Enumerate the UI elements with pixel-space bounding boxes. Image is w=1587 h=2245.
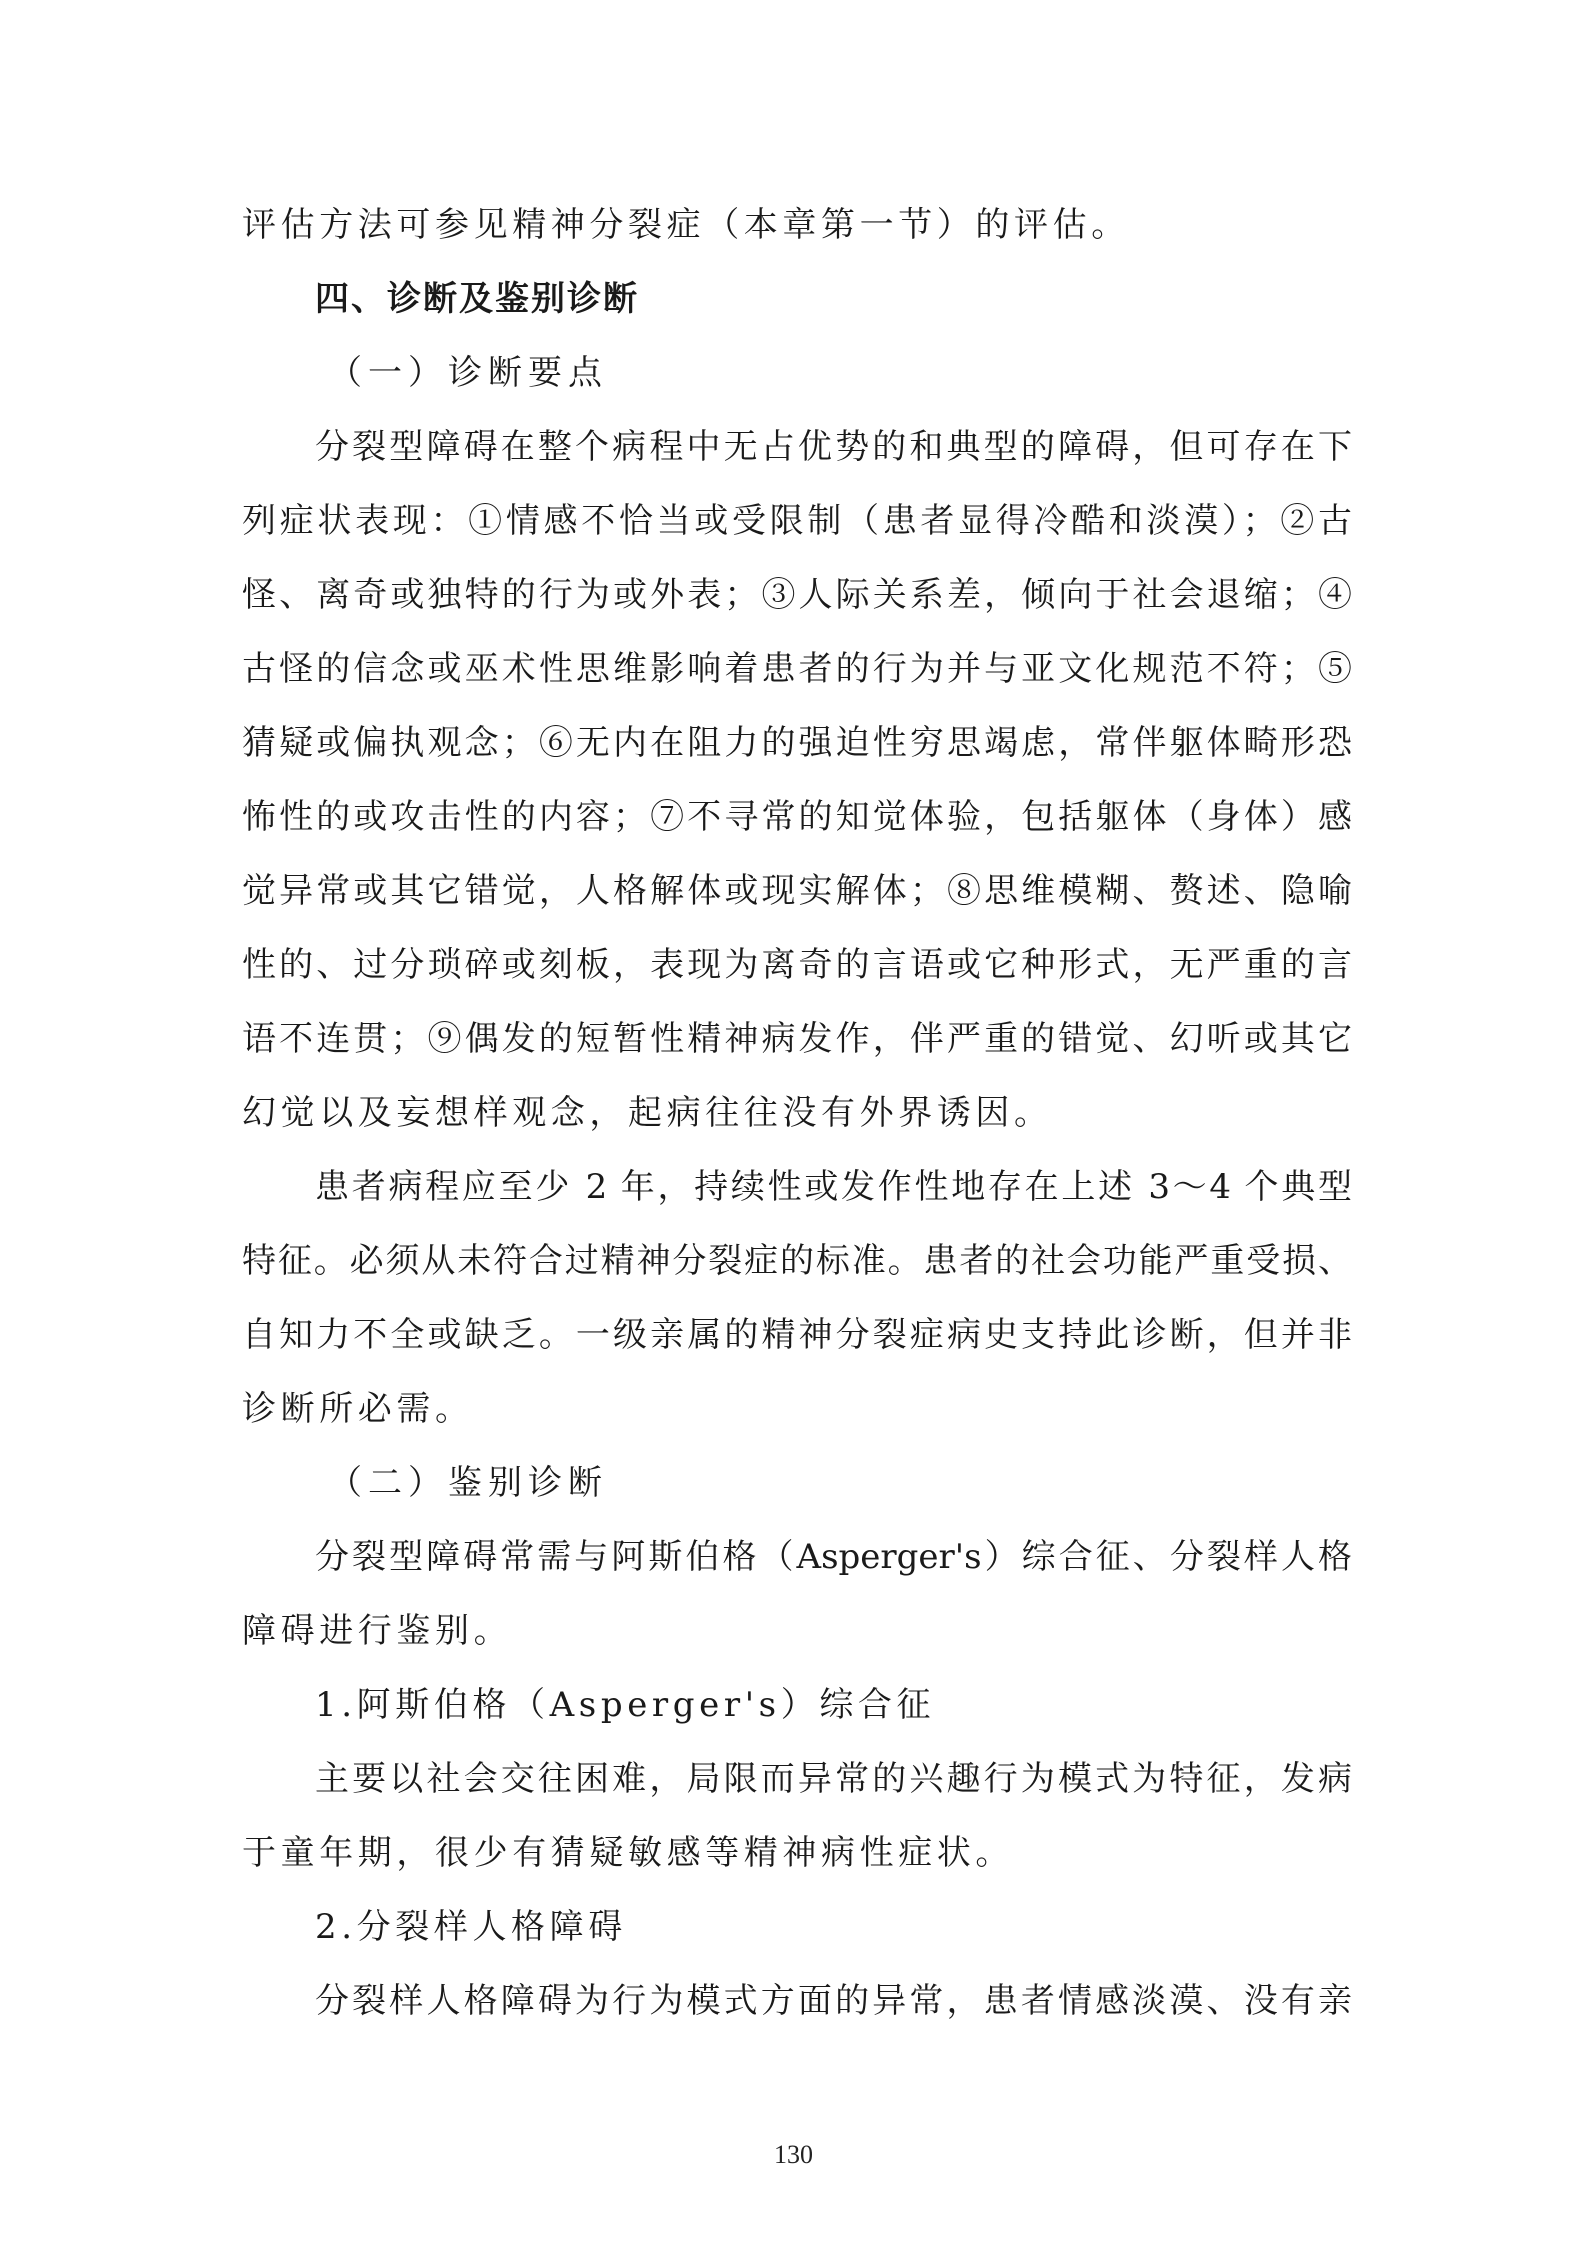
text-line: 特征。必须从未符合过精神分裂症的标准。患者的社会功能严重受损、 bbox=[242, 1241, 1352, 1281]
text-line: 语不连贯；⑨偶发的短暂性精神病发作，伴严重的错觉、幻听或其它 bbox=[242, 1019, 1352, 1059]
text-line: （一）诊断要点 bbox=[328, 353, 608, 393]
text-line: 分裂型障碍常需与阿斯伯格（Asperger's）综合征、分裂样人格 bbox=[315, 1537, 1352, 1577]
text-line: 怪、离奇或独特的行为或外表；③人际关系差，倾向于社会退缩；④ bbox=[242, 575, 1352, 615]
page-number: 130 bbox=[774, 2140, 813, 2169]
text-line: 幻觉以及妄想样观念，起病往往没有外界诱因。 bbox=[242, 1093, 1053, 1133]
text-line: 障碍进行鉴别。 bbox=[242, 1611, 513, 1651]
text-line: 患者病程应至少 2 年，持续性或发作性地存在上述 3～4 个典型 bbox=[315, 1167, 1352, 1207]
text-line: 分裂型障碍在整个病程中无占优势的和典型的障碍，但可存在下 bbox=[315, 427, 1352, 467]
text-line: 四、诊断及鉴别诊断 bbox=[315, 279, 639, 319]
text-line: 性的、过分琐碎或刻板，表现为离奇的言语或它种形式，无严重的言 bbox=[242, 945, 1352, 985]
text-line: 评估方法可参见精神分裂症（本章第一节）的评估。 bbox=[242, 205, 1130, 245]
text-line: 列症状表现：①情感不恰当或受限制（患者显得冷酷和淡漠）；②古 bbox=[242, 501, 1352, 541]
text-line: （二）鉴别诊断 bbox=[328, 1463, 608, 1503]
text-line: 1.阿斯伯格（Asperger's）综合征 bbox=[315, 1685, 936, 1725]
text-line: 怖性的或攻击性的内容；⑦不寻常的知觉体验，包括躯体（身体）感 bbox=[242, 797, 1352, 837]
text-line: 猜疑或偏执观念；⑥无内在阻力的强迫性穷思竭虑，常伴躯体畸形恐 bbox=[242, 723, 1352, 763]
text-line: 诊断所必需。 bbox=[242, 1389, 474, 1429]
text-line: 于童年期，很少有猜疑敏感等精神病性症状。 bbox=[242, 1833, 1014, 1873]
text-line: 分裂样人格障碍为行为模式方面的异常，患者情感淡漠、没有亲 bbox=[315, 1981, 1352, 2021]
text-line: 主要以社会交往困难，局限而异常的兴趣行为模式为特征，发病 bbox=[315, 1759, 1352, 1799]
text-line: 觉异常或其它错觉，人格解体或现实解体；⑧思维模糊、赘述、隐喻 bbox=[242, 871, 1352, 911]
document-body bbox=[242, 188, 1352, 2038]
text-line: 2.分裂样人格障碍 bbox=[315, 1907, 627, 1947]
text-line: 古怪的信念或巫术性思维影响着患者的行为并与亚文化规范不符；⑤ bbox=[242, 649, 1352, 689]
text-line: 自知力不全或缺乏。一级亲属的精神分裂症病史支持此诊断，但并非 bbox=[242, 1315, 1352, 1355]
